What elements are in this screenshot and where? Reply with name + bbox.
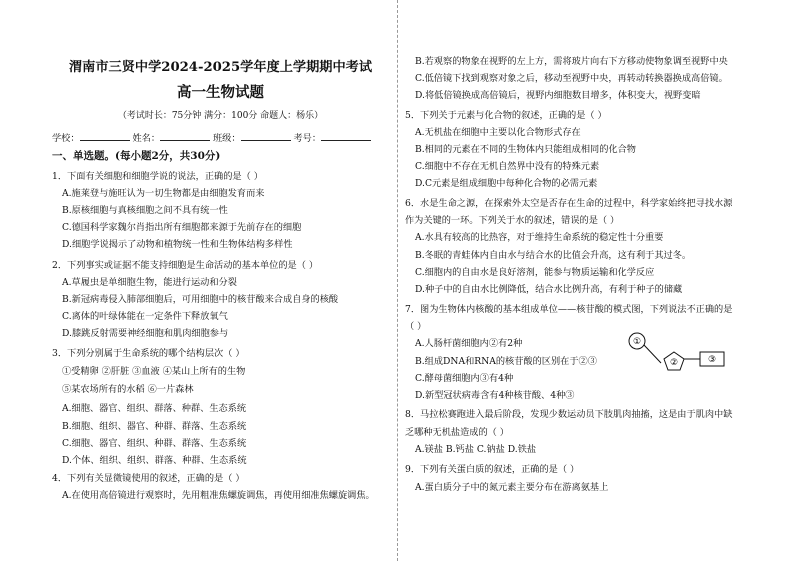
- name-blank[interactable]: [160, 131, 210, 141]
- option-line: D.种子中的自由水比例降低，结合水比例升高，有利于种子的储藏: [415, 284, 683, 295]
- option-line: A.在使用高倍镜进行观察时，先用粗准焦螺旋调焦，再使用细准焦螺旋调焦。: [62, 490, 375, 501]
- option-line: B.原核细胞与真核细胞之间不具有统一性: [62, 205, 228, 216]
- exam-no-blank[interactable]: [321, 131, 371, 141]
- question-line: 3．下列分别属于生命系统的哪个结构层次（ ）: [52, 348, 245, 359]
- option-line: C.酵母菌细胞内③有4种: [415, 373, 514, 384]
- class-label: 班级：: [212, 133, 241, 144]
- diagram-label-1: ①: [632, 337, 642, 347]
- question-line: 1．下面有关细胞和细胞学说的说法，正确的是（ ）: [52, 171, 263, 182]
- school-blank[interactable]: [80, 131, 130, 141]
- option-line: A.水具有较高的比热容，对于维持生命系统的稳定性十分重要: [415, 232, 664, 243]
- question-line: 8．马拉松赛跑进入最后阶段，发现少数运动员下肢肌肉抽搐，这是由于肌肉中缺: [405, 409, 733, 420]
- option-line: A.细胞、器官、组织、群落、种群、生态系统: [62, 403, 247, 414]
- class-blank[interactable]: [241, 131, 291, 141]
- option-line: C.细胞内的自由水是良好溶剂，能参与物质运输和化学反应: [415, 267, 655, 278]
- exam-title: 渭南市三贤中学2024-2025学年度上学期期中考试: [68, 60, 373, 75]
- option-line: C.离体的叶绿体能在一定条件下释放氧气: [62, 311, 228, 322]
- option-line: B.冬眠的青蛙体内自由水与结合水的比值会升高，这有利于其过冬。: [415, 250, 692, 261]
- option-line: B.组成DNA和RNA的核苷酸的区别在于②③: [415, 356, 597, 367]
- option-line: A.草履虫是单细胞生物，能进行运动和分裂: [62, 277, 237, 288]
- option-line: D.膝跳反射需要神经细胞和肌肉细胞参与: [62, 328, 229, 339]
- bond-line: [644, 345, 661, 363]
- exam-info: （考试时长：75分钟 满分：100分 命题人：杨乐）: [117, 111, 324, 121]
- question-line: 9．下列有关蛋白质的叙述，正确的是（ ）: [405, 464, 580, 475]
- exam-subtitle: 高一生物试题: [177, 84, 264, 101]
- question-line: （ ）: [405, 321, 427, 332]
- option-line: D.C元素是组成细胞中每种化合物的必需元素: [415, 178, 598, 189]
- option-line: B.若观察的物象在视野的左上方，需将玻片向右下方移动使物象调至视野中央: [415, 56, 728, 67]
- column-divider: [397, 0, 398, 561]
- option-line: ⑤某农场所有的水稻 ⑥一片森林: [62, 384, 194, 395]
- school-label: 学校：: [52, 133, 80, 144]
- option-line: C.低倍镜下找到观察对象之后，移动至视野中央，再转动转换器换成高倍镜。: [415, 73, 728, 84]
- option-line: D.新型冠状病毒含有4种核苷酸、4种③: [415, 390, 575, 401]
- name-label: 姓名：: [132, 133, 161, 144]
- question-line: 4．下列有关显微镜使用的叙述，正确的是（ ）: [52, 473, 245, 484]
- option-line: C.德国科学家魏尔肖指出所有细胞都来源于先前存在的细胞: [62, 222, 302, 233]
- option-line: D.个体、组织、组织、群落、种群、生态系统: [62, 455, 247, 466]
- option-line: C.细胞中不存在无机自然界中没有的特殊元素: [415, 161, 600, 172]
- option-line: A.人肠杆菌细胞内②有2种: [415, 338, 523, 349]
- nucleotide-diagram: [628, 330, 740, 374]
- section-title: 一、单选题。(每小题2分，共30分): [52, 150, 221, 162]
- diagram-label-2: ②: [669, 358, 679, 368]
- option-line: A.蛋白质分子中的氮元素主要分布在游离氨基上: [415, 482, 609, 493]
- option-line: B.相同的元素在不同的生物体内只能组成相同的化合物: [415, 144, 636, 155]
- diagram-label-3: ③: [707, 355, 717, 365]
- student-info-row: [52, 131, 371, 145]
- option-line: ①受精卵 ②肝脏 ③血液 ④某山上所有的生物: [62, 366, 246, 377]
- option-line: A.无机盐在细胞中主要以化合物形式存在: [415, 127, 581, 138]
- question-line: 6．水是生命之源，在探索外太空是否存在生命的过程中，科学家始终把寻找水源: [405, 198, 733, 209]
- option-line: D.将低倍镜换成高倍镜后，视野内细胞数目增多，体积变大，视野变暗: [415, 90, 701, 101]
- question-line: 乏哪种无机盐造成的（ ）: [405, 427, 509, 438]
- option-line: B.细胞、组织、器官、种群、群落、生态系统: [62, 421, 247, 432]
- question-line: 5．下列关于元素与化合物的叙述，正确的是（ ）: [405, 110, 607, 121]
- option-line: A.施莱登与施旺认为一切生物都是由细胞发育而来: [62, 188, 265, 199]
- option-line: A.镁盐 B.钙盐 C.钠盐 D.铁盐: [415, 444, 537, 455]
- option-line: C.细胞、器官、组织、种群、群落、生态系统: [62, 438, 247, 449]
- option-line: B.新冠病毒侵入肺部细胞后，可用细胞中的核苷酸来合成自身的核酸: [62, 294, 339, 305]
- question-line: 2．下列事实或证据不能支持细胞是生命活动的基本单位的是（ ）: [52, 260, 319, 271]
- exam-no-label: 考号：: [293, 133, 322, 144]
- option-line: D.细胞学说揭示了动物和植物统一性和生物体结构多样性: [62, 239, 293, 250]
- question-line: 7．图为生物体内核酸的基本组成单位——核苷酸的模式图，下列说法不正确的是: [405, 304, 733, 315]
- question-line: 作为关键的一环。下列关于水的叙述，错误的是（ ）: [405, 215, 620, 226]
